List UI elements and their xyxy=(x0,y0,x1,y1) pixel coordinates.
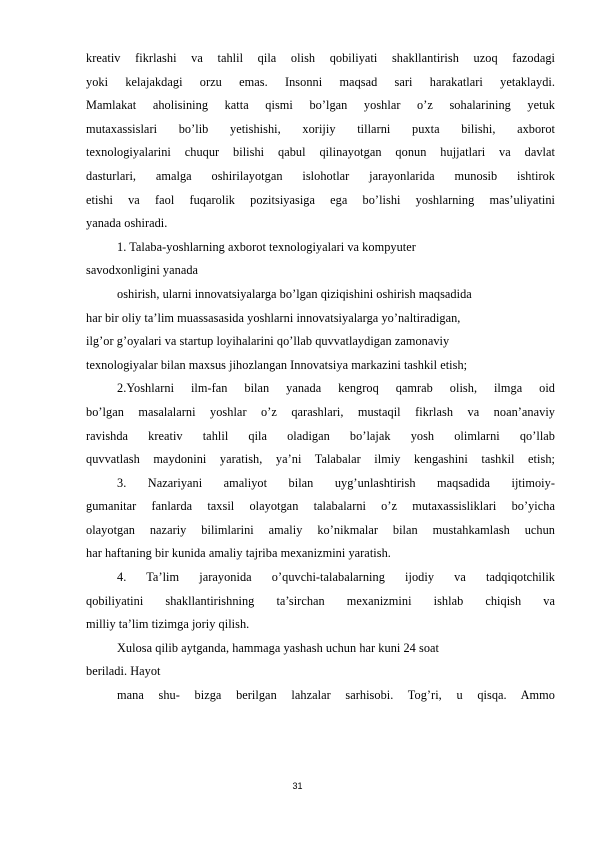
text-line: Xulosa qilib aytganda, hammaga yashash uchun har kuni 24 soat xyxy=(117,640,440,655)
text-line: texnologiyalarini chuqur bilishi qabul qilinayotgan qonun hujjatlari va davlat xyxy=(86,145,555,160)
text-line: kreativ fikrlashi va tahlil qila olish qobiliyati shakllantirish uzoq fazodagi xyxy=(86,51,555,65)
text-line: beriladi. Hayot xyxy=(86,664,161,679)
text-line: bo’lgan masalalarni yoshlar o’z qarashlari, mustaqil fikrlash va noan’anaviy xyxy=(86,404,555,419)
text-line: Mamlakat aholisining katta qismi bo’lgan yoshlar o’z sohalarining yetuk xyxy=(86,98,555,113)
page-number: 31 xyxy=(292,781,303,791)
text-line: 4. Ta’lim jarayonida o’quvchi-talabalarning ijodiy va tadqiqotchilik xyxy=(117,570,555,585)
text-line: 1. Talaba-yoshlarning axborot texnologiyalari va kompyuter xyxy=(117,239,416,254)
text-line: mutaxassislari bo’lib yetishishi, xorijiy tillarni puxta bilishi, axborot xyxy=(86,121,555,136)
text-line: quvvatlash maydonini yaratish, ya’ni Talabalar ilmiy kengashini tashkil etish; xyxy=(86,452,555,467)
text-line: olayotgan nazariy bilimlarini amaliy ko’nikmalar bilan mustahkamlash uchun xyxy=(86,522,555,537)
text-line: texnologiyalar bilan maxsus jihozlangan Innovatsiya markazini tashkil etish; xyxy=(86,357,468,372)
text-line: mana shu- bizga berilgan lahzalar sarhisobi. Tog’ri, u qisqa. Ammo xyxy=(117,688,555,703)
text-line: yanada oshiradi. xyxy=(86,216,168,231)
text-line: 2.Yoshlarni ilm-fan bilan yanada kengroq qamrab olish, ilmga oid xyxy=(117,381,555,396)
text-line: dasturlari, amalga oshirilayotgan islohotlar jarayonlarida munosib ishtirok xyxy=(86,168,555,183)
text-line: savodxonligini yanada xyxy=(86,263,199,278)
text-line: milliy ta’lim tizimga joriy qilish. xyxy=(86,617,250,632)
text-line: har haftaning bir kunida amaliy tajriba mexanizmini yaratish. xyxy=(86,546,391,561)
text-line: ravishda kreativ tahlil qila oladigan bo’lajak yosh olimlarni qo’llab xyxy=(86,428,555,443)
body-text xyxy=(86,47,555,708)
text-line: ilg’or g’oyalari va startup loyihalarini qo’llab quvvatlaydigan zamonaviy xyxy=(86,334,450,349)
text-line: har bir oliy ta’lim muassasasida yoshlarni innovatsiyalarga yo’naltiradigan, xyxy=(86,310,461,325)
text-line: gumanitar fanlarda taxsil olayotgan talabalarni o’z mutaxassisliklari bo’yicha xyxy=(86,499,555,514)
text-line: oshirish, ularni innovatsiyalarga bo’lgan qiziqishini oshirish maqsadida xyxy=(117,286,472,301)
text-line: yoki kelajakdagi orzu emas. Insonni maqsad sari harakatlari yetaklaydi. xyxy=(86,74,555,89)
text-line: etishi va faol fuqarolik pozitsiyasiga ega bo’lishi yoshlarning mas’uliyatini xyxy=(86,192,555,207)
text-line: qobiliyatini shakllantirishning ta’sirchan mexanizmini ishlab chiqish va xyxy=(86,593,555,608)
text-line: 3. Nazariyani amaliyot bilan uyg’unlashtirish maqsadida ijtimoiy- xyxy=(117,475,555,490)
